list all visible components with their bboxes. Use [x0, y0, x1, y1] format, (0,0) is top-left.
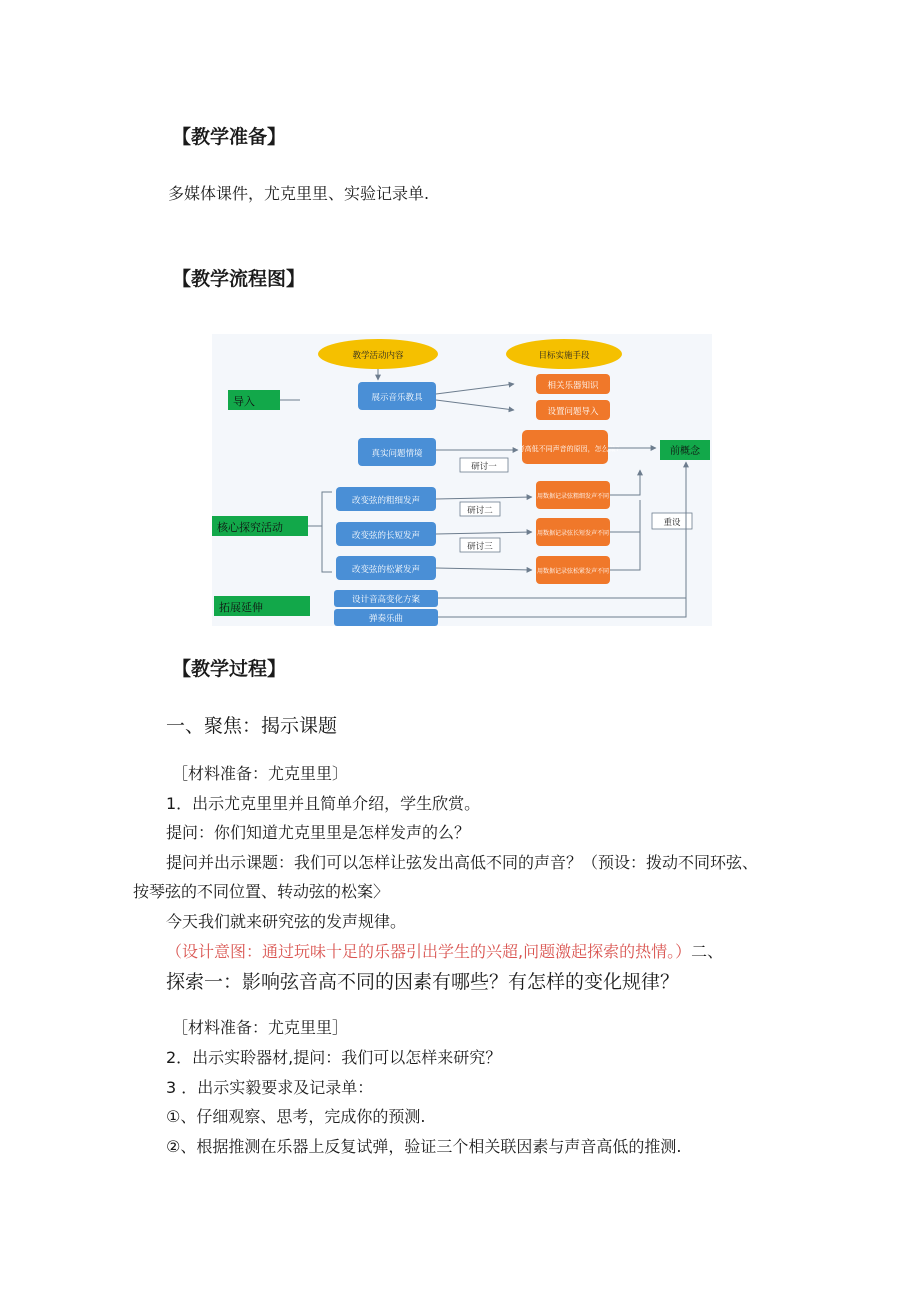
part2-heading: 探索一：影响弦音高不同的因素有哪些？有怎样的变化规律？ [166, 971, 680, 993]
box-thickness-label: 改变弦的粗细发声 [351, 496, 421, 506]
part1-topic-line1: 提问并出示课题：我们可以怎样让弦发出高低不同的声音？（预设：拨动不同环弦、 [166, 853, 759, 872]
box-discussion-2-label: 研讨二 [467, 506, 493, 516]
header-means-label: 目标实施手段 [538, 351, 590, 361]
box-think-reason-label: 思考高低不同声音的原因，怎么做? [510, 445, 620, 453]
stage-extend-label: 拓展延伸 [219, 601, 263, 614]
box-design-plan-label: 设计音高变化方案 [351, 595, 421, 605]
section-title-prep: 【教学准备】 [172, 126, 287, 148]
stage-intro-label: 导入 [233, 395, 255, 408]
box-revise-label: 重设 [663, 518, 681, 528]
design-intent: （设计意图：通过玩味十足的乐器引出学生的兴超,问题激起探索的热情。） [166, 942, 692, 961]
part2-step1: ①、仔细观察、思考，完成你的预测. [166, 1107, 426, 1126]
part2-material: ［材料准备：尤克里里］ [172, 1018, 349, 1037]
section-title-flow: 【教学流程图】 [172, 268, 306, 290]
header-activity-label: 教学活动内容 [352, 351, 404, 361]
box-play-music-label: 弹奏乐曲 [368, 614, 404, 624]
part2-item3: 3 ．出示实毅要求及记录单： [166, 1078, 374, 1097]
part2-item2: 2．出示实聆器材,提问：我们可以怎样来研究？ [166, 1048, 502, 1067]
flowchart-background [212, 334, 712, 626]
part1-question: 提问：你们知道尤克里里是怎样发声的么？ [166, 823, 471, 842]
part1-topic-line2: 按琴弦的不同位置、转动弦的松案〉 [133, 882, 390, 901]
part1-today: 今天我们就来研究弦的发声规律。 [166, 912, 407, 931]
stage-core-label: 核心探究活动 [217, 521, 283, 534]
part1-heading: 一、聚焦：揭示课题 [166, 715, 338, 737]
box-discussion-1-label: 研讨一 [471, 462, 497, 472]
box-show-instrument-label: 展示音乐教具 [371, 393, 423, 403]
box-real-problem-label: 真实问题情境 [371, 449, 423, 459]
box-record-tension-label: 用数据记录弦松紧发声不同 [536, 568, 610, 575]
part2-number: 二、 [691, 942, 724, 961]
part1-item1: 1．出示尤克里里并且简单介绍，学生欣赏。 [166, 794, 481, 813]
box-record-length-label: 用数据记录弦长短发声不同 [536, 530, 610, 537]
box-discussion-3-label: 研讨三 [467, 542, 493, 552]
prep-text: 多媒体课件，尤克里里、实验记录单. [168, 184, 430, 203]
box-tension-label: 改变弦的松紧发声 [351, 565, 421, 575]
section-title-process: 【教学过程】 [172, 658, 287, 680]
box-set-question-label: 设置问题导入 [547, 407, 599, 417]
part1-material: ［材料准备：尤克里里〕 [172, 764, 349, 783]
box-preconcept-label: 前概念 [670, 446, 700, 457]
box-length-label: 改变弦的长短发声 [351, 531, 421, 541]
part2-step2: ②、根据推测在乐器上反复试弹，验证三个相关联因素与声音高低的推测. [166, 1137, 682, 1156]
box-record-thickness-label: 用数据记录弦粗细发声不同 [536, 493, 610, 500]
box-instrument-knowledge-label: 相关乐器知识 [547, 381, 599, 391]
